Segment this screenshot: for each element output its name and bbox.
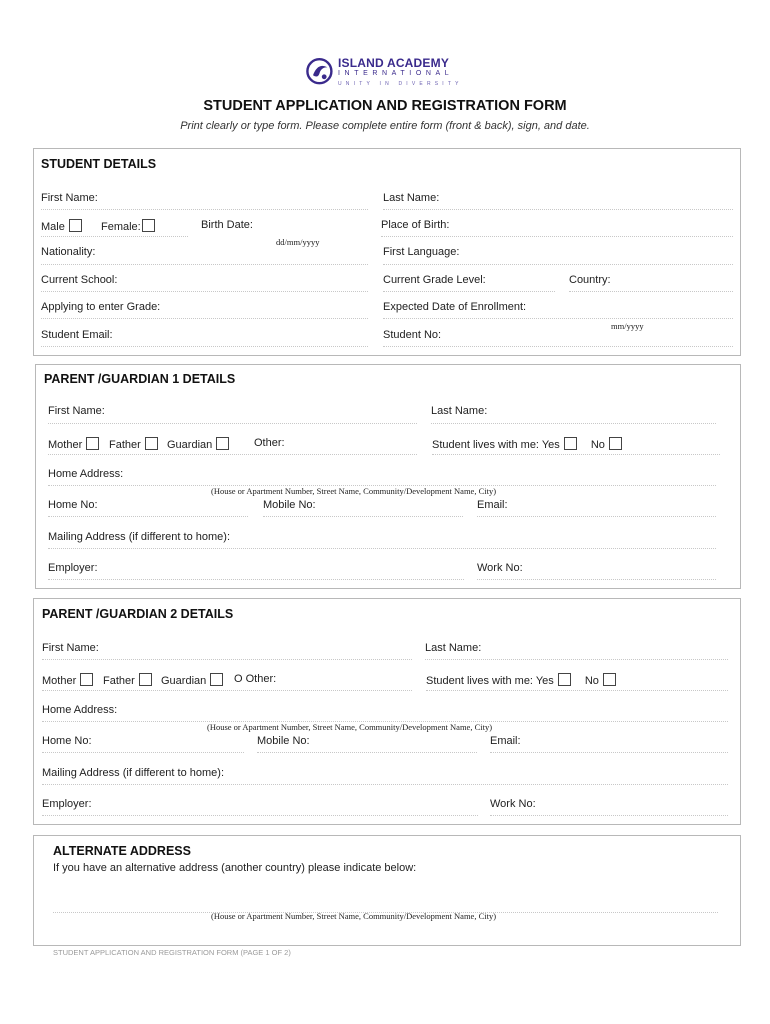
parent2-guardian-label: Guardian — [161, 675, 207, 687]
female-label: Female: — [101, 221, 141, 233]
enrollment-date-label: Expected Date of Enrollment: — [383, 301, 527, 313]
country-field[interactable] — [569, 291, 733, 292]
male-option — [41, 219, 82, 234]
parent1-home-no-label: Home No: — [48, 499, 98, 511]
parent2-mother-option — [42, 673, 93, 688]
parent1-employer-field[interactable] — [48, 579, 464, 580]
student-first-name-field[interactable] — [41, 209, 368, 210]
parent1-employer-label: Employer: — [48, 562, 98, 574]
student-first-name-label: First Name: — [41, 192, 98, 204]
alternate-address-title: ALTERNATE ADDRESS — [53, 844, 191, 858]
parent1-title: PARENT /GUARDIAN 1 DETAILS — [44, 372, 236, 386]
parent2-home-no-label: Home No: — [42, 735, 92, 747]
current-school-label: Current School: — [41, 274, 118, 286]
parent2-employer-field[interactable] — [42, 815, 478, 816]
parent1-address-hint: (House or Apartment Number, Street Name, Community/Development Name, City) — [211, 486, 497, 496]
parent1-father-checkbox[interactable] — [145, 437, 158, 450]
parent2-guardian-option — [161, 673, 223, 688]
student-email-label: Student Email: — [41, 329, 113, 341]
parent1-other-label: Other: — [254, 437, 285, 449]
parent2-mother-label: Mother — [42, 675, 77, 687]
alternate-address-hint: (House or Apartment Number, Street Name, Community/Development Name, City) — [211, 911, 497, 921]
place-of-birth-label: Place of Birth: — [381, 219, 450, 231]
parent1-home-address-label: Home Address: — [48, 468, 124, 480]
parent1-guardian-option — [167, 437, 229, 452]
female-checkbox[interactable] — [142, 219, 155, 232]
applying-grade-label: Applying to enter Grade: — [41, 301, 161, 313]
parent2-work-no-label: Work No: — [490, 798, 536, 810]
parent2-lives-with-label: Student lives with me: Yes — [426, 675, 554, 687]
parent1-email-label: Email: — [477, 499, 508, 511]
current-grade-field[interactable] — [383, 291, 555, 292]
parent2-mother-checkbox[interactable] — [80, 673, 93, 686]
student-last-name-label: Last Name: — [383, 192, 440, 204]
parent2-first-name-label: First Name: — [42, 642, 99, 654]
parent2-mobile-no-label: Mobile No: — [257, 735, 310, 747]
enrollment-date-hint: mm/yyyy — [611, 321, 644, 331]
parent2-lives-with-option — [426, 673, 616, 688]
logo-sub: INTERNATIONAL — [338, 70, 454, 77]
parent2-section — [33, 598, 741, 825]
parent1-father-option — [109, 437, 158, 452]
parent2-lives-yes-checkbox[interactable] — [558, 673, 571, 686]
parent1-home-no-field[interactable] — [48, 516, 248, 517]
parent2-work-no-field[interactable] — [490, 815, 728, 816]
form-subtitle: Print clearly or type form. Please complete entire form (front & back), sign, and date. — [180, 120, 590, 132]
parent1-lives-yes-checkbox[interactable] — [564, 437, 577, 450]
parent2-first-name-field[interactable] — [42, 659, 412, 660]
student-email-field[interactable] — [41, 346, 368, 347]
parent2-lives-with-line — [426, 690, 728, 691]
parent1-email-field[interactable] — [477, 516, 716, 517]
parent1-work-no-field[interactable] — [477, 579, 716, 580]
logo-emblem — [305, 55, 337, 89]
parent1-mobile-no-label: Mobile No: — [263, 499, 316, 511]
student-no-field[interactable] — [383, 346, 733, 347]
parent1-mailing-field[interactable] — [48, 548, 716, 549]
parent1-mother-checkbox[interactable] — [86, 437, 99, 450]
country-label: Country: — [569, 274, 611, 286]
parent1-last-name-label: Last Name: — [431, 405, 488, 417]
parent1-last-name-field[interactable] — [431, 423, 716, 424]
parent1-no-label: No — [590, 439, 605, 451]
parent1-mobile-no-field[interactable] — [263, 516, 463, 517]
parent2-father-label: Father — [103, 675, 135, 687]
first-language-field[interactable] — [383, 264, 733, 265]
parent1-lives-with-line — [432, 454, 720, 455]
parent1-first-name-label: First Name: — [48, 405, 105, 417]
current-grade-label: Current Grade Level: — [383, 274, 486, 286]
parent2-other-label: O Other: — [234, 673, 277, 685]
parent2-email-field[interactable] — [490, 752, 728, 753]
male-checkbox[interactable] — [69, 219, 82, 232]
student-last-name-field[interactable] — [383, 209, 733, 210]
nationality-field[interactable] — [41, 264, 368, 265]
parent1-lives-with-label: Student lives with me: Yes — [432, 439, 560, 451]
parent1-first-name-field[interactable] — [48, 423, 417, 424]
parent2-last-name-field[interactable] — [425, 659, 728, 660]
parent2-email-label: Email: — [490, 735, 521, 747]
parent2-father-option — [103, 673, 152, 688]
birth-date-label: Birth Date: — [201, 219, 253, 231]
parent2-father-checkbox[interactable] — [139, 673, 152, 686]
alternate-address-instruction: If you have an alternative address (another country) please indicate below: — [53, 862, 417, 874]
parent2-relationship-field[interactable] — [42, 690, 412, 691]
parent2-address-hint: (House or Apartment Number, Street Name, Community/Development Name, City) — [207, 722, 493, 732]
parent1-work-no-label: Work No: — [477, 562, 523, 574]
parent2-mobile-no-field[interactable] — [257, 752, 477, 753]
birth-date-hint: dd/mm/yyyy — [276, 237, 320, 247]
parent1-mother-label: Mother — [48, 439, 83, 451]
parent2-guardian-checkbox[interactable] — [210, 673, 223, 686]
parent2-mailing-label: Mailing Address (if different to home): — [42, 767, 224, 779]
parent2-lives-no-checkbox[interactable] — [603, 673, 616, 686]
parent2-home-no-field[interactable] — [42, 752, 244, 753]
form-title: STUDENT APPLICATION AND REGISTRATION FORM — [203, 98, 567, 114]
parent2-last-name-label: Last Name: — [425, 642, 482, 654]
parent1-lives-no-checkbox[interactable] — [609, 437, 622, 450]
male-label: Male — [41, 221, 65, 233]
female-option — [101, 219, 155, 234]
parent1-lives-with-option — [432, 437, 622, 452]
parent2-employer-label: Employer: — [42, 798, 92, 810]
enrollment-date-field[interactable] — [383, 318, 733, 319]
applying-grade-field[interactable] — [41, 318, 368, 319]
parent1-guardian-checkbox[interactable] — [216, 437, 229, 450]
parent1-mother-option — [48, 437, 99, 452]
parent1-guardian-label: Guardian — [167, 439, 213, 451]
parent1-mailing-label: Mailing Address (if different to home): — [48, 531, 230, 543]
place-of-birth-field[interactable] — [381, 236, 733, 237]
parent2-title: PARENT /GUARDIAN 2 DETAILS — [42, 607, 234, 621]
nationality-label: Nationality: — [41, 246, 96, 258]
parent1-relationship-field[interactable] — [48, 454, 417, 455]
first-language-label: First Language: — [383, 246, 460, 258]
parent2-no-label: No — [584, 675, 599, 687]
current-school-field[interactable] — [41, 291, 368, 292]
logo-tagline: UNITY IN DIVERSITY — [338, 81, 463, 87]
gender-line — [41, 236, 188, 237]
student-no-label: Student No: — [383, 329, 442, 341]
parent2-home-address-label: Home Address: — [42, 704, 118, 716]
parent1-section — [35, 364, 741, 589]
logo-name: ISLAND ACADEMY — [338, 56, 450, 70]
student-details-title: STUDENT DETAILS — [41, 157, 157, 171]
page-footer: STUDENT APPLICATION AND REGISTRATION FORM (PAGE 1 OF 2) — [53, 948, 291, 957]
parent1-father-label: Father — [109, 439, 141, 451]
parent2-mailing-field[interactable] — [42, 784, 728, 785]
